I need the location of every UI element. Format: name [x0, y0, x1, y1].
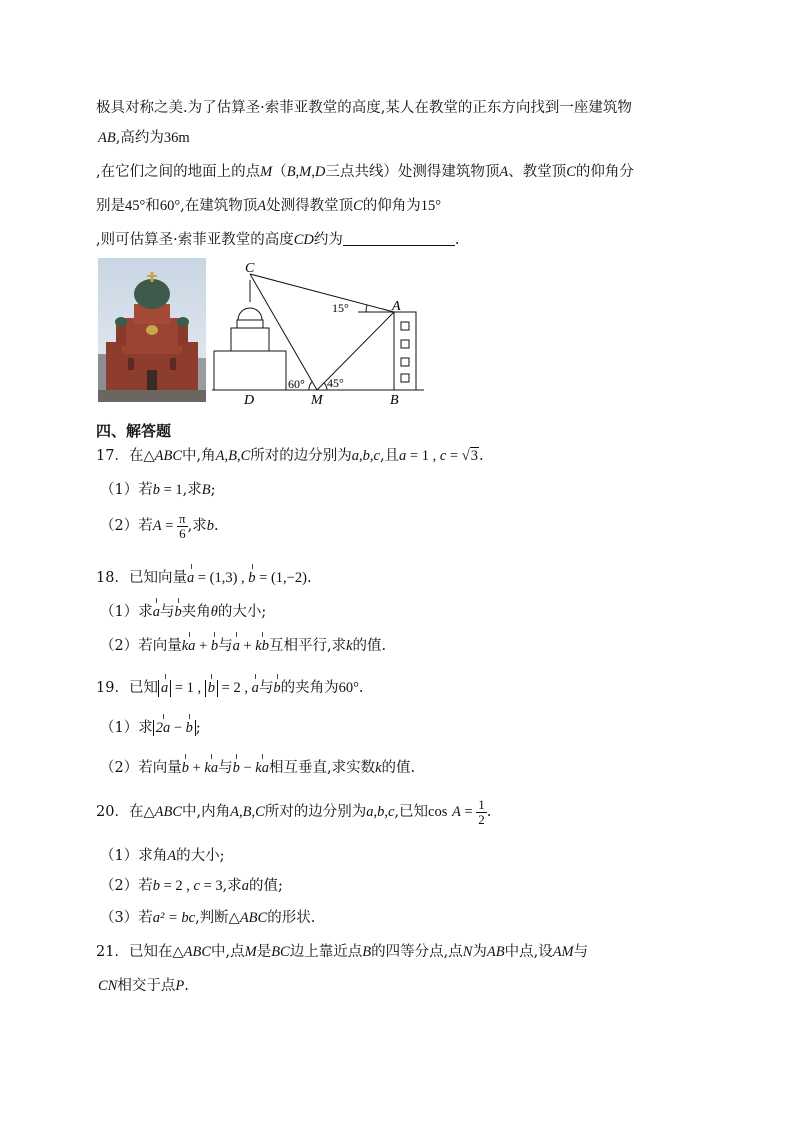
- q19-part1: （1）求 2a − b ;: [100, 720, 201, 736]
- q17-part2: （2）若A = $\frac{\pi}{6}$ ,求b.: [100, 511, 219, 541]
- q18-stem: 18．已知向量a = (1,3) , b = (1,−2).: [96, 570, 312, 586]
- q20-part2: （2）若b = 2 , c = 3,求a的值;: [100, 878, 283, 894]
- label-D: D: [244, 393, 255, 408]
- geometry-figure: [206, 256, 438, 408]
- label-M: M: [311, 393, 323, 408]
- q21-stem: 21．已知在△ABC中,点M是BC边上靠近点B的四等分点,点N为AB中点,设AM与: [96, 944, 589, 960]
- problem16-line5: ,则可估算圣·索菲亚教堂的高度CD约为 .: [96, 232, 460, 248]
- problem16-line4: 别是45°和60°,在建筑物顶A处测得教堂顶C的仰角为15°: [96, 198, 442, 214]
- fraction-pi-over-6: $\frac{\pi}{6}$: [179, 511, 186, 541]
- q19-part2: （2）若向量b + ka与b − ka相互垂直,求实数k的值.: [100, 760, 416, 776]
- angle-60-label: 60°: [288, 377, 305, 391]
- q17-part1: （1）若b = 1,求B;: [100, 482, 216, 498]
- q21-line2: CN相交于点P.: [98, 978, 189, 994]
- angle-45-label: 45°: [327, 376, 344, 390]
- angle-15-label: 15°: [332, 301, 349, 315]
- q19-stem: 19．已知 a = 1 , b = 2 , a与b的夹角为60°.: [96, 680, 364, 696]
- section-title: 四、解答题: [96, 422, 172, 440]
- q18-part1: （1）求a与b夹角θ的大小;: [100, 604, 267, 620]
- q18-part2: （2）若向量ka + b与a + kb互相平行,求k的值.: [100, 638, 387, 654]
- q20-part1: （1）求角A的大小;: [100, 848, 225, 864]
- answer-blank: [343, 231, 455, 246]
- label-B: B: [390, 393, 399, 408]
- label-A: A: [392, 299, 401, 314]
- label-C: C: [245, 261, 255, 276]
- cathedral-photo: [98, 258, 206, 402]
- q20-part3: （3）若a² = bc,判断△ABC的形状.: [100, 910, 316, 926]
- problem16-line1: 极具对称之美.为了估算圣·索菲亚教堂的高度,某人在教堂的正东方向找到一座建筑物: [96, 100, 632, 116]
- q17-stem: 17．在△ABC中,角A,B,C所对的边分别为a,b,c,且a = 1 , c = √3.: [96, 448, 484, 464]
- sqrt-3: √3: [461, 448, 478, 464]
- problem16-line2: AB,高约为36m: [98, 130, 190, 146]
- problem16-line3: ,在它们之间的地面上的点M（B,M,D三点共线）处测得建筑物顶A、教堂顶C的仰角分: [96, 164, 634, 180]
- fraction-one-half: $\frac{1}{2}$: [478, 797, 485, 827]
- q20-stem: 20．在△ABC中,内角A,B,C所对的边分别为a,b,c,已知cos A = $\frac{1}{2}$ .: [96, 797, 492, 827]
